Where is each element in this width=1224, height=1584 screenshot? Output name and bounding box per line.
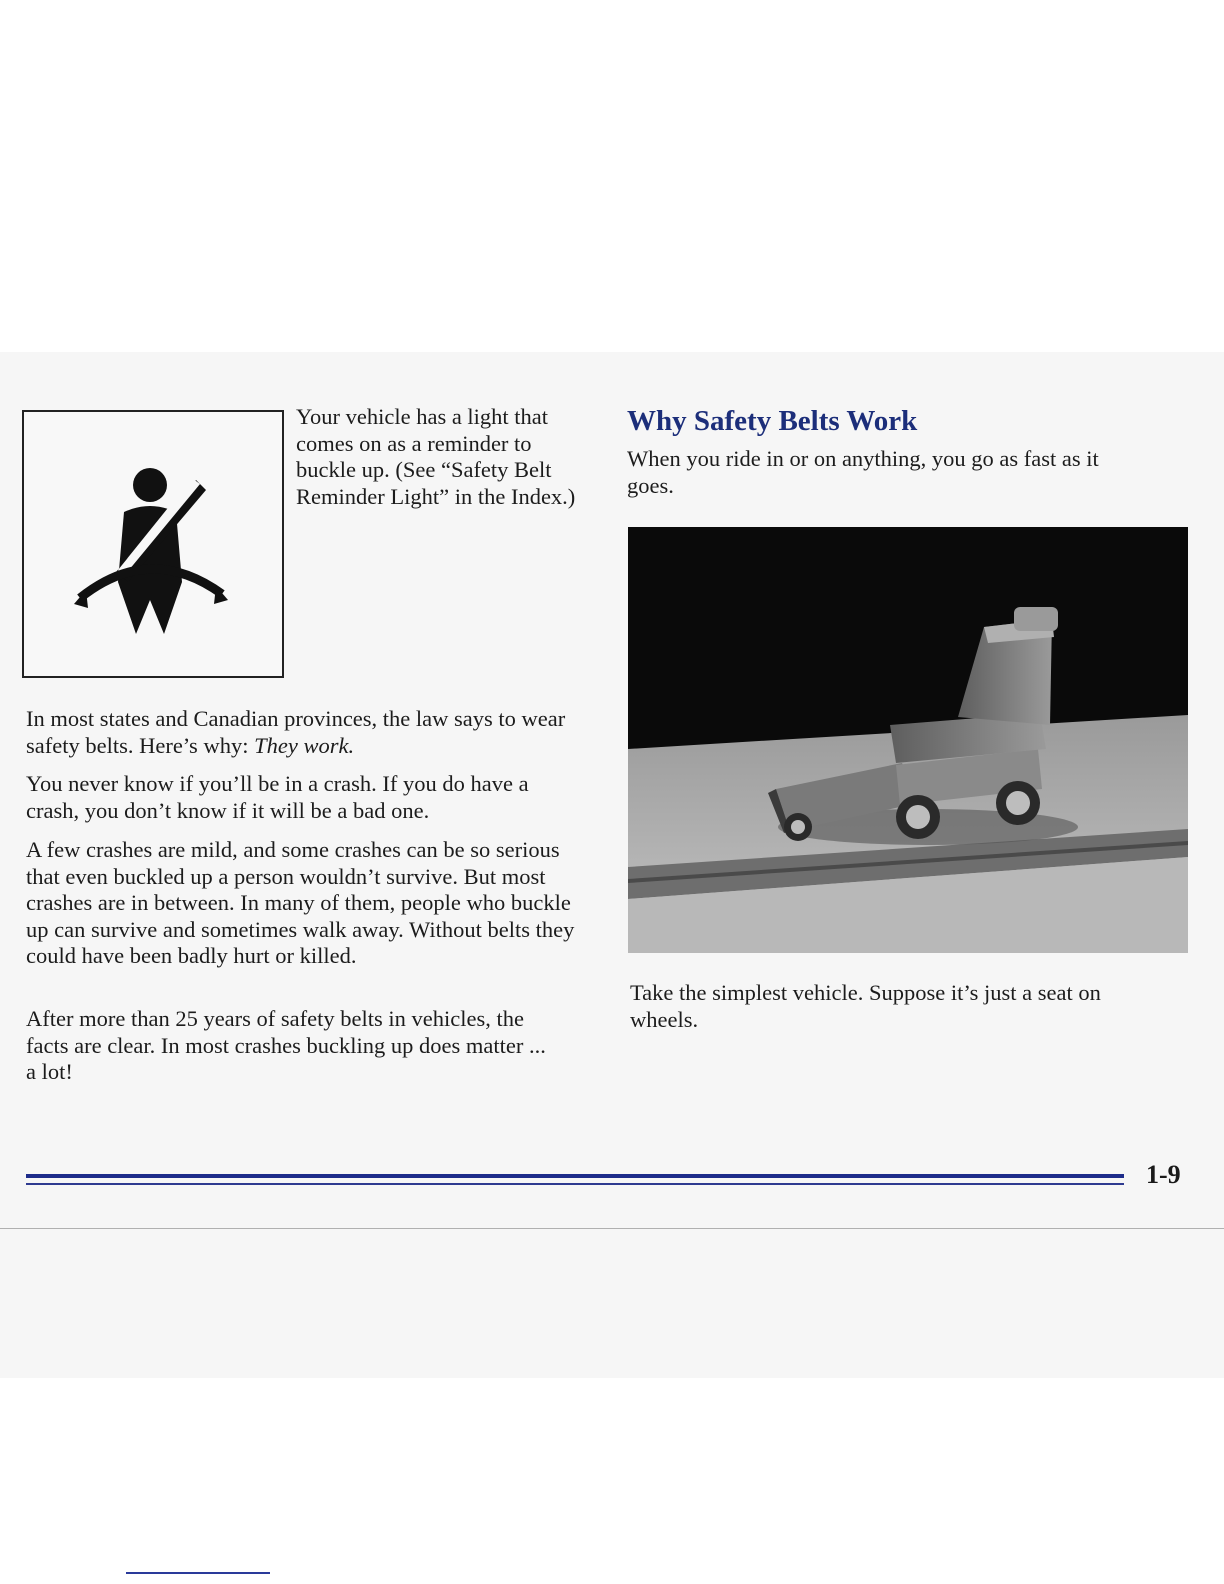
icon-description: Your vehicle has a light that comes on as a reminder to buckle up. (See “Safety Belt Reminder Light” in the Index.) [296, 404, 576, 509]
seat-on-wheels-image [628, 527, 1188, 953]
law-emphasis: They work. [254, 732, 355, 758]
section-heading: Why Safety Belts Work [627, 405, 918, 437]
band-bottom-line [0, 1228, 1224, 1229]
page-number: 1-9 [1146, 1160, 1181, 1189]
crash-unknown-paragraph: You never know if you’ll be in a crash. If you do have a crash, you don’t know if it will be a bad one. [26, 771, 529, 823]
facts-paragraph: After more than 25 years of safety belts in vehicles, the facts are clear. In most crashes buckling up does matter ... a lot! [26, 1006, 546, 1084]
seatbelt-reminder-icon [24, 412, 282, 676]
seat-on-wheels-illustration [628, 527, 1188, 953]
law-paragraph [26, 706, 586, 759]
intro-paragraph: When you ride in or on anything, you go as fast as it goes. [627, 446, 1099, 498]
footer-rule-thin [26, 1183, 1124, 1185]
footer-rule-thick [26, 1174, 1124, 1178]
crash-severity-paragraph: A few crashes are mild, and some crashes can be so serious that even buckled up a person wouldn’t survive. But most crashes are in between. In many of them, people who buckle up can survive and sometimes walk away. Without belts they could have been badly hurt or killed. [26, 837, 575, 968]
seatbelt-icon-box [22, 410, 284, 678]
image-caption: Take the simplest vehicle. Suppose it’s just a seat on wheels. [630, 980, 1101, 1032]
footer-link-underline [126, 1572, 270, 1574]
law-text: In most states and Canadian provinces, the law says to wear safety belts. Here’s why: [26, 706, 566, 758]
